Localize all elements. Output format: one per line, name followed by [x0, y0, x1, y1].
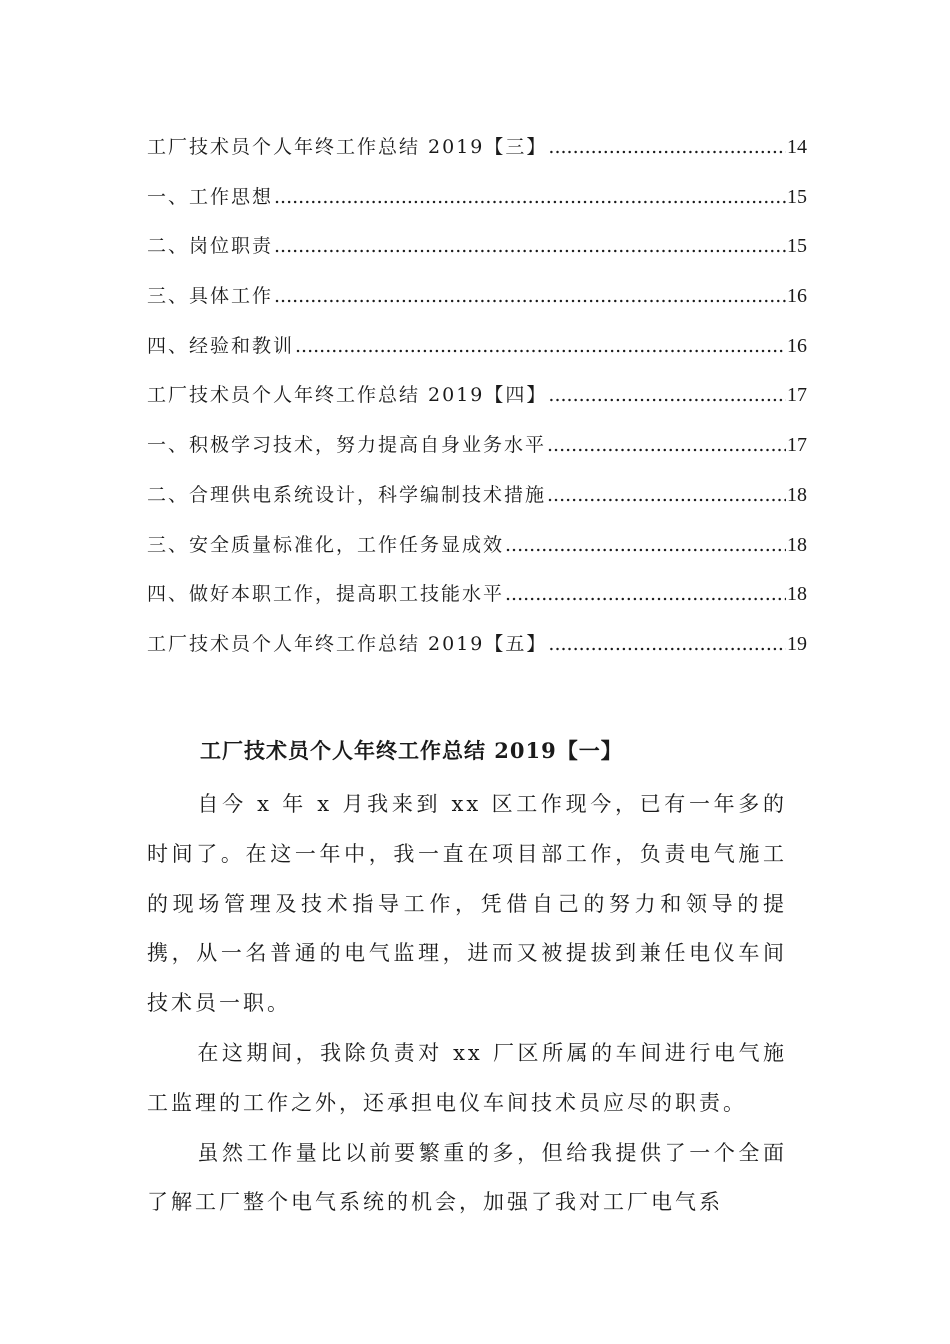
body-paragraph: 在这期间，我除负责对 xx 厂区所属的车间进行电气施工监理的工作之外，还承担电仪车间技术员应尽的职责。	[147, 1040, 787, 1115]
toc-entry-title: 二、岗位职责	[147, 235, 274, 258]
toc-leader-dots	[274, 186, 786, 208]
toc-entry[interactable]	[147, 132, 807, 182]
toc-entry-title: 二、合理供电系统设计，科学编制技术措施	[147, 483, 547, 506]
section-body	[147, 780, 787, 1228]
toc-leader-dots	[548, 633, 786, 655]
toc-entry-title: 一、工作思想	[147, 185, 274, 208]
section-heading: 工厂技术员个人年终工作总结 2019【一】	[200, 738, 623, 763]
toc-entry-page: 16	[787, 285, 807, 308]
toc-leader-dots	[274, 285, 786, 307]
body-paragraph: 自今 x 年 x 月我来到 xx 区工作现今，已有一年多的时间了。在这一年中，我一直在项目部工作，负责电气施工的现场管理及技术指导工作，凭借自己的努力和领导的提携，从一名普通的电气监理，进而又被提拔到兼任电仪车间技术员一职。	[147, 792, 787, 1016]
toc-entry[interactable]	[147, 579, 807, 629]
toc-entry[interactable]	[147, 480, 807, 530]
toc-entry[interactable]	[147, 281, 807, 331]
toc-leader-dots	[548, 384, 786, 406]
toc-leader-dots	[274, 235, 786, 257]
toc-leader-dots	[295, 335, 786, 357]
toc-entry-title: 工厂技术员个人年终工作总结 2019【四】	[147, 384, 548, 407]
toc-entry-page: 14	[787, 136, 807, 158]
toc-entry-page: 18	[787, 533, 807, 556]
toc-entry-title: 工厂技术员个人年终工作总结 2019【五】	[147, 632, 548, 655]
toc-leader-dots	[505, 583, 786, 605]
table-of-contents	[147, 132, 807, 679]
toc-entry-page: 18	[787, 583, 807, 606]
toc-entry[interactable]	[147, 231, 807, 281]
toc-entry-page: 15	[787, 235, 807, 258]
toc-entry[interactable]	[147, 430, 807, 480]
toc-entry-title: 一、积极学习技术，努力提高自身业务水平	[147, 434, 547, 457]
toc-entry-page: 17	[787, 384, 807, 407]
toc-entry[interactable]	[147, 530, 807, 580]
toc-entry[interactable]	[147, 331, 807, 381]
toc-entry-title: 四、做好本职工作，提高职工技能水平	[147, 583, 505, 606]
toc-entry-page: 16	[787, 334, 807, 357]
toc-entry-page: 15	[787, 185, 807, 208]
body-paragraph: 虽然工作量比以前要繁重的多，但给我提供了一个全面了解工厂整个电气系统的机会，加强了我对工厂电气系	[147, 1140, 787, 1215]
toc-leader-dots	[548, 136, 786, 158]
toc-entry-page: 18	[787, 483, 807, 506]
toc-leader-dots	[505, 534, 786, 556]
toc-entry-title: 四、经验和教训	[147, 334, 295, 357]
toc-entry-title: 工厂技术员个人年终工作总结 2019【三】	[147, 136, 548, 158]
toc-leader-dots	[547, 484, 786, 506]
toc-entry-title: 三、具体工作	[147, 285, 274, 308]
toc-leader-dots	[547, 434, 786, 456]
toc-entry-page: 19	[787, 632, 807, 655]
toc-entry[interactable]	[147, 629, 807, 679]
toc-entry-page: 17	[787, 434, 807, 457]
toc-entry[interactable]	[147, 380, 807, 430]
toc-entry[interactable]	[147, 182, 807, 232]
toc-entry-title: 三、安全质量标准化，工作任务显成效	[147, 533, 505, 556]
